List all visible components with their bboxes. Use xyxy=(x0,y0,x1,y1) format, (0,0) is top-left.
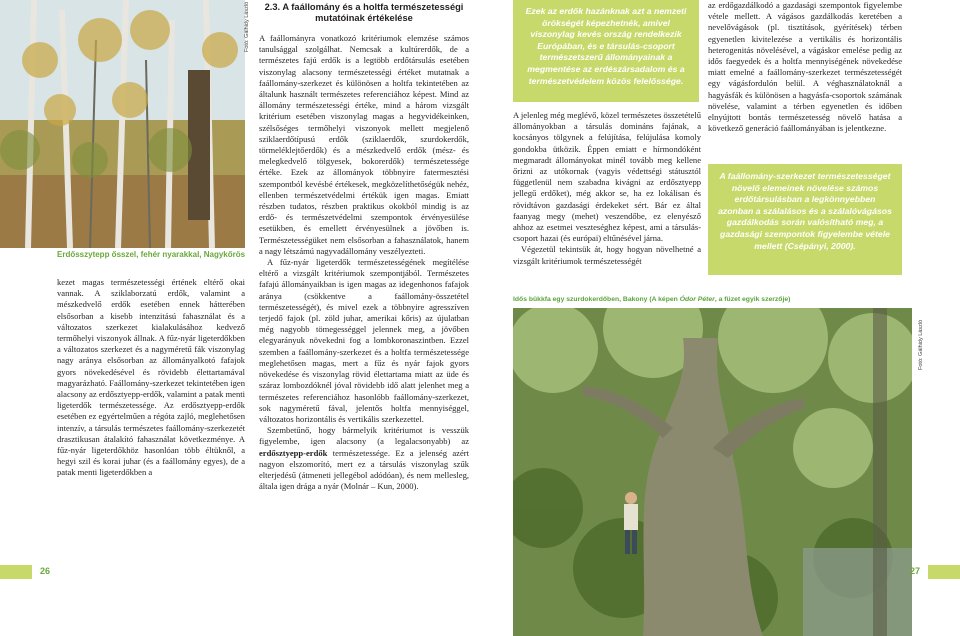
highlight-box-right: A faállomány-szerkezet természetességet növelő elemeinek növelése számos erdőtársulásban a legkönnyebben azonban a szálalásos és a szálalóvágásos gazdálkodás során valósítható meg, a gazdasági szempontok figyelembe vétele mellett (Csépányi, 2000). xyxy=(708,164,902,275)
right-photo-credit: Fotó: Gálhidy László xyxy=(918,319,924,370)
emphasis-erdosztyepp: erdősztyepp-erdők xyxy=(259,447,328,458)
left-col2-paragraph-3: Szembetűnő, hogy bármelyik kritériumot is vesszük figyelembe, igen alacsony (a legalacsonyabb) az erdősztyepp-erdők természetessége. Ez a jelenség azért nagyon elszomorító, mert ez a társulás viszonylag szűk elterjedésű (átmeneti jellegébol adódóan), és nem mellesleg, általa igen drága a nyár (Molnár – Kun, 2000). xyxy=(259,425,469,492)
right-col1-paragraph-1: A jelenleg még meglévő, közel természetes összetételű állományokban a társulás domináns fajának, a kocsányos tölgynek a felújítása, felújulása komoly gondokba ütközik. Éppen emiatt e hírmondóként megmaradt állományokat minél tovább meg kellene őrizni az utókornak (vagyis védettségi státusztól függetlenül nem szabadna kivágni az erdősztyepp jellegű erdőket), még akkor se, ha ez lokálisan és rövidtávon gazdasági érdekeket sért. Bár ez által faanyag megy (mehet) veszendőbe, ez elenyésző ahhoz az esetmei veszteséghez képest, ami a társulás-csoport hazai (és európai) eltűnésével járna. xyxy=(513,110,701,244)
right-col1-paragraph-2: Végezetül tekintsük át, hogy hogyan növelhetné a vizsgált kritériumok természetességét xyxy=(513,244,701,266)
forest-photo-caption xyxy=(513,296,893,303)
gorge-forest-illustration xyxy=(513,308,912,636)
left-folio-band xyxy=(0,565,32,579)
left-col1-paragraph: kezet magas természetességi értének eltérő okai vannak. A sziklaborzatú erdők, valamint a mészkedvelő erdők esetében ennek hátterében elsősorban a kisebb intenzitású fahasználat és a változatos szerkezet kialakulásához kedvező termőhelyi viszonyok állnak. A fűz-nyár ligeterdőkben a változatos szerkezet és a nagyméretű fák viszonylag nagy aránya elsősorban az állományalkotó fafajok gyors növekedésével és rövidebb élettartamával magyarázható. Faállomány-szerkezet tekintetében igen alacsony az erdősztyepp-erdők, valamint a patak menti ligeterdők természetessége. Az erdősztyepp-erdők esetében ez egyértelműen a régóta zajló, meglehetősen intenzív, a társulás természetes faállomány-szerkezetét drasztikusan átalakító fahasználat következménye. A fűz-nyár ligeterdőkhöz hasonlóan több éltüknől, a hegyi szil és korai juhar (és a faállomány egyes), de a patak menti ligeterdőkben a xyxy=(57,277,245,478)
section-number: 2.3. xyxy=(264,2,281,12)
left-col2-paragraph-2: A fűz-nyár ligeterdők természetességének megítélése eltérő a vizsgált kritériumok szempontjából. Természetes fafajú állományaikban is igen magas az idegenhonos fafajok aránya (csökkentve a faállomány-összetétel természetességét), és mivel ezek a többnyire agresszíven terjedő fajok (pl. zöld juhar, amerikai kőris) az újulatban még nagyobb tömegességgel jelennek meg, a jövőben elegyarányuk növekedni fog a lombkoronaszintben. Ezzel szemben a faállomány-szerkezet és a holtfa természetessége meglehetősen magas, mert a fűz és nyár fajok gyors növekedése és viszonylag rövid élettartama miatt az üde és száraz lombozdóknél jóval rövidebb idő alatt jelenhet meg a természetes referenciához hasonlóbb faállomány-szerkezet, sok nagyméretű fával, jelentős holtfa mennyiséggel, változatos horizontális és vertikális szerkezettel. xyxy=(259,257,469,424)
forest-caption-prefix: Idős bükkfa egy szurdokerdőben, Bakony (A képen xyxy=(513,296,680,303)
right-page-column-1 xyxy=(513,110,701,280)
section-title xyxy=(259,2,469,24)
section-title-text: A faállomány és a holtfa természetességi mutatóinak értékelése xyxy=(282,2,464,23)
left-col2-paragraph-1: A faállományra vonatkozó kritériumok elemzése számos tanulsággal szolgálhat. Nemcsak a kultúrerdők, de a természetes fajú erdők is a legtöbb erdőtársulás esetében viszonylag alacsony természetességi értéket mutatnak a faállomány-szerkezet és különösen a holtfa tekintetében az általunk használt természetes referenciához képest. Mind az állomány természetességi értéke, mind a három vizsgált kritérium esetében viszonylag magas a hegyvidékeinken, szélsőséges termőhelyi viszonyok mellett megjelenő sziklaerdőtípusú erdők (sziklaerdők, szurdokerdők, törmeléklejtőerdők) és a mészkedvelő erdők (mész- és melegkedvelő tölgyesek, bokorerdők) természetessége értéke. Ezek az állományok többnyire fatermesztési szempontból kevésbé értékesek, megközelíthetőségük nehéz, ellenben természetvédelmi értékük igen magas. Emiatt részben tudatos, részben praktikus okokból mindig is az erdő- és természetvédelmi szempontok érvényesülése esetükben, és emellett érvényesülnek a jövőben is. Természetességüket nem elsősorban a fahasználatok, hanem a nagy létszámú nagyvadállomány veszélyezteti. xyxy=(259,33,469,256)
left-page-column-1 xyxy=(57,277,245,562)
autumn-photo-caption: Erdősszytepp ősszel, fehér nyarakkal, Nagykőrös xyxy=(57,250,246,259)
forest-caption-suffix: , a füzet egyik szerzője) xyxy=(714,296,791,303)
right-folio-band xyxy=(928,565,960,579)
left-page-column-2 xyxy=(259,33,469,558)
forest-caption-name: Ódor Péter xyxy=(679,296,715,303)
autumn-forest-illustration xyxy=(0,0,245,248)
right-page xyxy=(480,0,960,636)
highlight-box-top: Ezek az erdők hazánknak azt a nemzeti örökségét képezhetnék, amivel viszonylag kevés ország rendelkezik Európában, és e társulás-csoport természetszerű állományainak a megmentése az erdészársadalom és a természetvédelem közös felelőssége. xyxy=(513,0,699,102)
autumn-forest-photo xyxy=(0,0,245,248)
right-col2-paragraph-1: az erdőgazdálkodó a gazdasági szempontok figyelembe vétele mellett. A vágásos gazdálkodás keretében a nevelővágások (pl. tisztítások, gyérítések) térben egyenetlen kivitelezése a vertikális és horizontális heterogenitás növelésével, a vágáskor emelése pedig az idős faegyedek és a holtfa mennyiségének növekedése miatt emelné a faállomány-szerkezet természetességét egy vágásfordulón belül. A véghasználatoknál a hagyásfák és különösen a hagyásfa-csoportok számának növelése, valamint a térben egyenetlen és időben elnyújtott bontás természetesség növelő hatása a következő generáció faállományában is jelentkezne. xyxy=(708,0,902,134)
right-page-number: 27 xyxy=(910,566,921,576)
left-photo-credit: Fotó: Gálhidy László xyxy=(244,1,250,52)
right-page-column-2 xyxy=(708,0,902,160)
left-page-number: 26 xyxy=(40,566,51,576)
gorge-forest-photo xyxy=(513,308,912,636)
